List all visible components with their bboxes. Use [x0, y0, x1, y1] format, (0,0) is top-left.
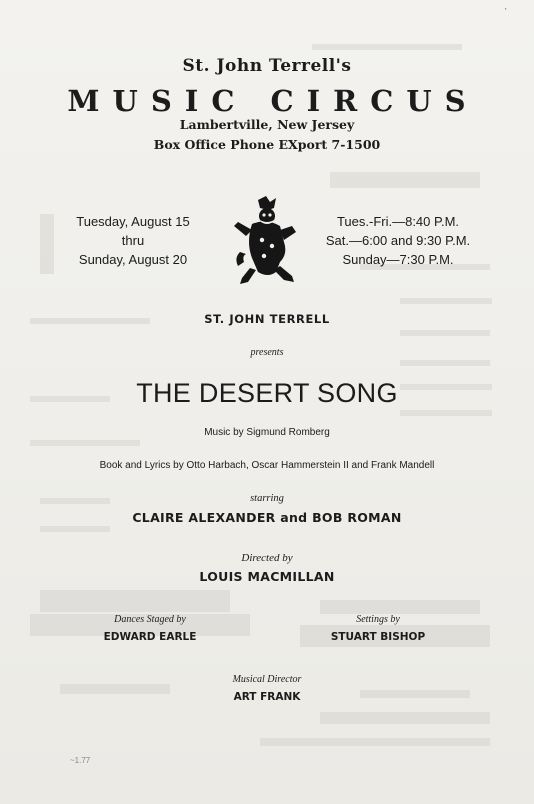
book-lyrics-credit: Book and Lyrics by Otto Harbach, Oscar Hammerstein II and Frank Mandell: [99, 460, 435, 471]
music-credit: Music by Sigmund Romberg: [204, 427, 330, 438]
directed-by-label: Directed by: [241, 552, 293, 564]
director-name: LOUIS MACMILLAN: [199, 569, 335, 584]
musical-director-label: Musical Director: [232, 674, 302, 685]
musical-director-name: ART FRANK: [233, 691, 301, 703]
set-designer-name: STUART BISHOP: [330, 631, 426, 643]
box-office-phone: Box Office Phone EXport 7-1500: [153, 137, 381, 152]
performance-times: [318, 212, 478, 269]
times-sunday: Sunday—7:30 P.M.: [342, 252, 454, 267]
producer-name: ST. JOHN TERRELL: [204, 312, 330, 326]
venue-title: MUSIC CIRCUS: [67, 84, 479, 118]
folio-mark: ~1.77: [70, 756, 91, 765]
date-thru: thru: [121, 233, 145, 248]
settings-label: Settings by: [356, 614, 400, 625]
times-weekday: Tues.-Fri.—8:40 P.M.: [336, 214, 460, 229]
starring-label: starring: [250, 493, 284, 504]
date-start: Tuesday, August 15: [76, 214, 190, 229]
presents-label: presents: [250, 347, 284, 358]
corner-mark: ': [505, 7, 507, 16]
dances-staged-label: Dances Staged by: [114, 614, 186, 625]
choreographer-name: EDWARD EARLE: [103, 631, 197, 643]
date-end: Sunday, August 20: [78, 252, 188, 267]
clown-mascot-icon: [230, 196, 300, 288]
starring-names: CLAIRE ALEXANDER and BOB ROMAN: [132, 510, 402, 525]
venue-location: Lambertville, New Jersey: [179, 117, 355, 132]
show-title: THE DESERT SONG: [136, 378, 398, 408]
performance-dates: [58, 212, 208, 269]
times-saturday: Sat.—6:00 and 9:30 P.M.: [325, 233, 471, 248]
producer-possessive-heading: St. John Terrell's: [182, 56, 352, 76]
